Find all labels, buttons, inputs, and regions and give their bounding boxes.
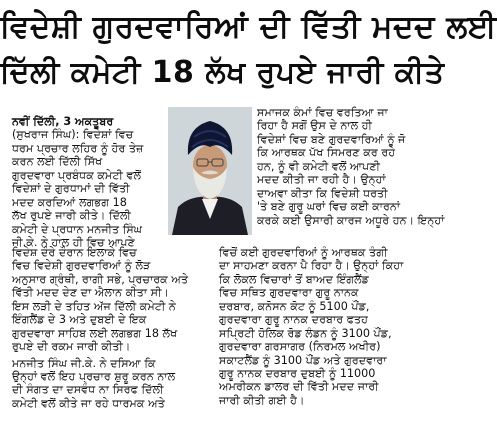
article-line: ਕਮੇਟੀ ਦੇ ਪ੍ਰਧਾਨ ਮਨਜੀਤ ਸਿੰਘ [12, 222, 143, 236]
headline-line-2: ਦਿੱਲੀ ਕਮੇਟੀ 18 ਲੱਖ ਰੁਪਏ ਜਾਰੀ ਕੀਤੇ [0, 55, 445, 90]
article-line: ਰੁਪਏ ਦੀ ਰਕਮ ਜਾਰੀ ਕੀਤੀ। [12, 340, 131, 354]
article-line: ਗੁਰਦਵਾਰਾ ਪ੍ਰਬੰਧਕ ਕਮੇਟੀ ਵਲੋਂ [12, 168, 142, 182]
article-line: ਵਿਦੇਸ਼ ਦੌਰੇ ਦੌਰਾਨ ਇਲਾਕੇ ਵਿਚ [12, 246, 137, 259]
article-line: ਲੱਖ ਰੁਪਏ ਜਾਰੀ ਕੀਤੇ। ਦਿੱਲੀ [12, 209, 131, 223]
article-line: ਅਨੁਸਾਰ ਗ੍ਰੰਥੀ, ਰਾਗੀ ਸਭੇ, ਪ੍ਰਚਾਰਕ ਅਤੇ [12, 272, 189, 286]
article-line: ਦਰਬਾਰ, ਕਨੋਸਨ ਕੋਟ ਨੂੰ 5100 ਪੌਂਡ, [219, 299, 370, 313]
article-line: ਗੁਰੂ ਨਾਨਕ ਦਰਬਾਰ ਦੁਬਈ ਨੂੰ 11000 [219, 366, 376, 380]
article-column-left-bottom [12, 246, 215, 410]
article-line: ਹਨ, ਨੂੰ ਵੀ ਕਮੇਟੀ ਵਲੋਂ ਆਪਣੀ [257, 159, 380, 173]
article-line: ਸਮਾਜਕ ਕੰਮਾਂ ਵਿਚ ਵਰਤਿਆ ਜਾ [257, 106, 388, 119]
article-column-right-top [257, 106, 445, 227]
article-line: ਵਿਚ ਸਥਿਤ ਗੁਰਦਵਾਰਾ ਗੁਰੂ ਨਾਨਕ [219, 286, 359, 300]
article-column-right-bottom [219, 246, 417, 407]
article-line: ਵਿਚੋਂ ਕਈ ਗੁਰਦਵਾਰਿਆਂ ਨੂੰ ਆਰਥਕ ਤੰਗੀ [219, 246, 388, 259]
article-line: ਮਨਜੀਤ ਸਿੰਘ ਜੀ.ਕੇ. ਨੇ ਦਸਿਆ ਕਿ [12, 356, 156, 370]
article-line: ਮਦਦ ਕੀਤੀ ਜਾ ਰਹੀ ਹੈ। ਉਨ੍ਹਾਂ [257, 173, 386, 187]
dateline: ਨਵੀਂ ਦਿੱਲੀ, 3 ਅਕਤੂਬਰ [12, 115, 114, 128]
article-line: ਦੀ ਸੰਗਤ ਦਾ ਦਸਵੰਧ ਨਾ ਸਿਰਫ ਦਿੱਲੀ [12, 383, 164, 397]
portrait-photo [168, 107, 252, 235]
article-line: ਗੁਰਦਵਾਰਾ ਗੁਰੂ ਨਾਨਕ ਦਰਬਾਰ ਫਤਹ [219, 313, 369, 327]
article-line: ਇੰਗਲੈਂਡ ਦੇ 3 ਅਤੇ ਦੁਬਈ ਦੇ ਇਕ [12, 313, 147, 327]
article-line: ਕਰਨ ਲਈ ਦਿੱਲੀ ਸਿੱਖ [12, 155, 103, 169]
article-line: ਅਮਰੀਕਨ ਡਾਲਰ ਦੀ ਵਿੱਤੀ ਮਦਦ ਜਾਰੀ [219, 380, 379, 394]
article-line: ਦਾਅਵਾ ਕੀਤਾ ਕਿ ਵਿਦੇਸ਼ੀ ਧਰਤੀ [257, 186, 388, 200]
article-line: ਮਦਦ ਕਰਦਿਆਂ ਲਗਭਗ 18 [12, 195, 127, 209]
portrait-illustration [168, 107, 252, 235]
article-line: ਉਨ੍ਹਾਂ ਵਲੋਂ ਇਹ ਪ੍ਰਚਾਰ ਸ਼ੁਰੂ ਕਰਨ ਨਾਲ [12, 369, 176, 383]
article-line: ਕਿ ਲੋਕਲ ਵਿਚਾਰਾਂ ਤੋਂ ਬਾਅਦ ਇੰਗਲੈਂਡ [219, 272, 369, 286]
article-line: ਰਿਹਾ ਹੈ ਸਗੋਂ ਉਸ ਦੇ ਨਾਲ ਹੀ [257, 119, 372, 133]
article-line: ਸਪ੍ਰਿਟੀ ਹੋਲਿਕ ਰੋਡ ਲੰਡਨ ਨੂੰ 3100 ਪੌਂਡ, [219, 326, 392, 340]
headline-line-1: ਵਿਦੇਸ਼ੀ ਗੁਰਦਵਾਰਿਆਂ ਦੀ ਵਿੱਤੀ ਮਦਦ ਲਈ [0, 9, 497, 45]
article-line: ਕਮੇਟੀ ਵਲੋਂ ਕੀਤੇ ਜਾ ਰਹੇ ਧਾਰਮਕ ਅਤੇ [12, 396, 165, 410]
article-line: ਗੁਰਦਵਾਰਾ ਗਰਸਾਗਰ (ਨਿਰਮਲ ਅਖੀਰ) [219, 340, 381, 354]
article-line: ਦਾ ਸਾਹਮਣਾ ਕਰਨਾ ਪੈ ਰਿਹਾ ਹੈ। ਉਨ੍ਹਾਂ ਕਿਹਾ [219, 259, 404, 273]
article-line: ਸਕਾਟਲੈਂਡ ਨੂੰ 3100 ਪੌਂਡ ਅਤੇ ਗੁਰਦਵਾਰਾ [219, 353, 387, 367]
article-line: ਵਿਦੇਸ਼ਾਂ ਵਿਚ ਬਣੇ ਗੁਰਦਵਾਰਿਆਂ ਨੂੰ ਜੋ [257, 132, 406, 146]
article-line: ਧਰਮ ਪ੍ਰਚਾਰ ਲਹਿਰ ਨੂੰ ਹੋਰ ਤੇਜ਼ [12, 141, 144, 155]
byline: (ਸੁਖਰਾਜ ਸਿੰਘ): ਵਿਦੇਸ਼ਾਂ ਵਿਚ [12, 128, 134, 142]
article-line: ਵਿਚ ਵਿਦੇਸ਼ੀ ਗੁਰਦਵਾਰਿਆਂ ਨੂੰ ਲੋੜ [12, 259, 151, 273]
article-column-left-top [12, 115, 164, 249]
article-line: ਕਿ ਆਰਥਕ ਪੱਖ ਸਿਮਰਣ ਕਰ ਰਹੇ [257, 146, 396, 160]
article-line: ਜਾਰੀ ਕੀਤੀ ਗਈ ਹੈ। [219, 393, 305, 407]
article-line: 'ਤੇ ਬਣੇ ਗੁਰੂ ਘਰਾਂ ਵਿਚ ਕਈ ਕਾਰਨਾਂ [257, 200, 401, 214]
article-line: ਵਿੱਤੀ ਮਦਦ ਦੇਣ ਦਾ ਐਲਾਨ ਕੀਤਾ ਸੀ। [12, 286, 169, 300]
article-line: ਗੁਰਦਵਾਰਾ ਸਾਹਿਬ ਲਈ ਲਗਭਗ 18 ਲੱਖ [12, 326, 178, 340]
article-line: ਜੀ.ਕੇ. ਨੇ ਹਾਲ ਹੀ ਵਿਚ ਆਪਣੇ [12, 235, 135, 249]
article-line: ਇਸ ਲੜੀ ਦੇ ਤਹਿਤ ਅੱਜ ਦਿੱਲੀ ਕਮੇਟੀ ਨੇ [12, 299, 176, 313]
article-line: ਕਰਕੇ ਕਈ ਉਸਾਰੀ ਕਾਰਜ ਅਧੂਰੇ ਹਨ। ਇਨ੍ਹਾਂ [257, 213, 445, 227]
article-line: ਵਿਦੇਸ਼ਾਂ ਦੇ ਗੁਰਧਾਮਾਂ ਦੀ ਵਿੱਤੀ [12, 182, 130, 196]
